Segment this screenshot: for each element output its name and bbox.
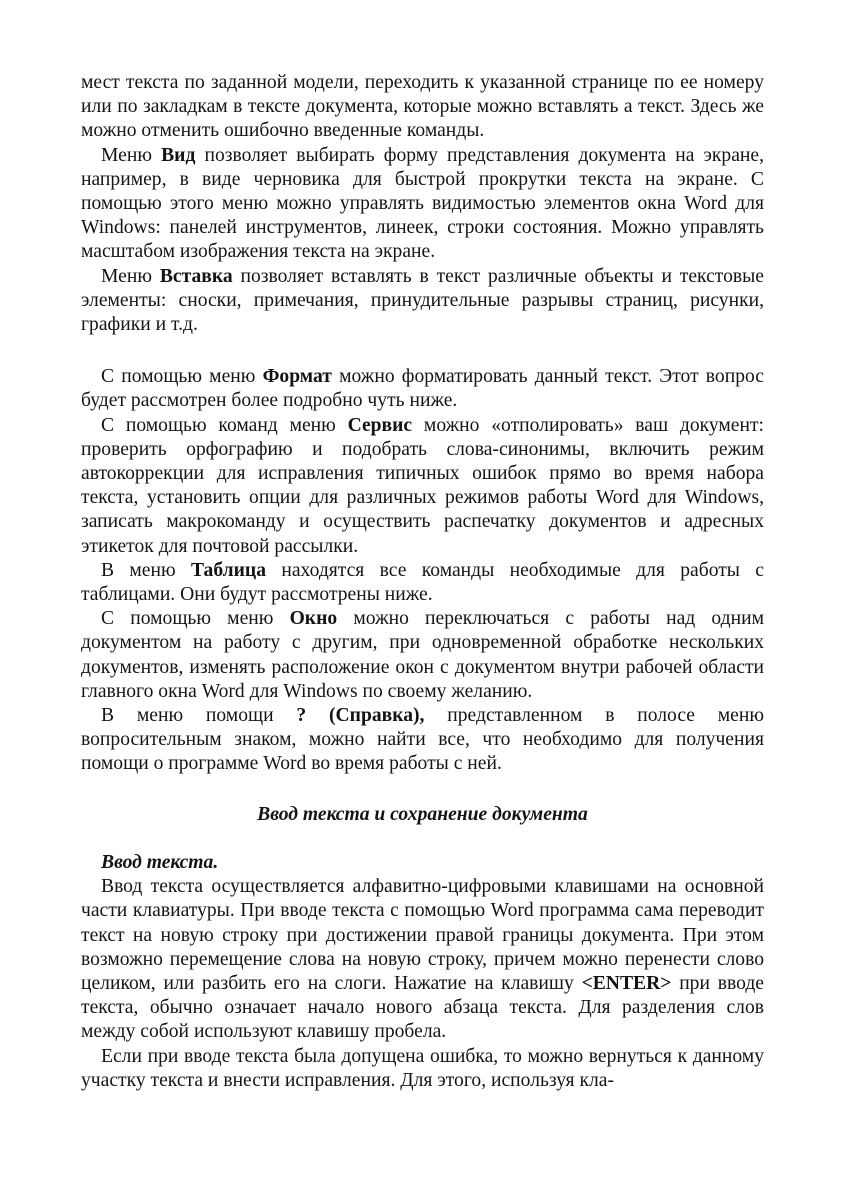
paragraph-text: представленном в полосе меню вопросительным знаком, можно найти все, что необходимо для получения помощи о программе Word во время работы с ней. bbox=[81, 705, 765, 775]
paragraph-text: С помощью команд меню bbox=[101, 414, 348, 436]
paragraph-error-correction bbox=[81, 1045, 764, 1093]
paragraph-text: позволяет выбирать форму представления документа на экране, например, в виде черновика для быстрой прокрутки текста на экране. С помощью этого меню можно управлять видимостью элементов окна Word для Windows: панелей инструментов, линеек, строки состояния. Можно управлять масштабом изображения текста на экране. bbox=[81, 144, 764, 263]
paragraph-text: С помощью меню bbox=[101, 366, 263, 388]
paragraph-view-menu bbox=[81, 144, 764, 265]
paragraph-service-menu bbox=[81, 414, 764, 559]
paragraph-text: В меню помощи bbox=[101, 705, 297, 727]
menu-name-help: ? (Справка), bbox=[296, 705, 425, 727]
paragraph-window-menu bbox=[81, 607, 764, 704]
paragraph-text: Ввод текста осуществляется алфавитно-цифровыми клавишами на основной части клавиатуры. При вводе текста с помощью Word программа сама переводит текст на новую строку при достижении правой границы документа. При этом возможно перемещение слова на новую строку, причем можно перенести слово целиком, или разбить его на слоги. Нажатие на клавишу bbox=[81, 876, 764, 994]
section-heading: Ввод текста и сохранение документа bbox=[257, 803, 588, 825]
paragraph-text-input bbox=[81, 875, 764, 1044]
blank-space bbox=[81, 337, 764, 365]
menu-name-insert: Вставка bbox=[159, 265, 233, 287]
paragraph-text: Меню bbox=[101, 144, 162, 166]
paragraph-help-menu bbox=[81, 704, 764, 777]
paragraph-text: при вводе текста, обычно означает начало нового абзаца текста. Для разделения слов между собой используют клавишу пробела. bbox=[81, 972, 764, 1043]
document-page bbox=[81, 71, 764, 1093]
paragraph-text: находятся все команды необходимые для работы с таблицами. Они будут рассмотрены ниже. bbox=[81, 559, 764, 606]
subsection-heading: Ввод текста. bbox=[101, 851, 219, 873]
paragraph-text: В меню bbox=[101, 559, 191, 581]
paragraph-text: мест текста по заданной модели, переходить к указанной странице по ее номеру или по закладкам в тексте документа, которые можно вставлять а текст. Здесь же можно отменить ошибочно введенные команды. bbox=[81, 72, 764, 142]
menu-name-table: Таблица bbox=[190, 559, 267, 581]
paragraph-table-menu bbox=[81, 559, 764, 607]
paragraph-insert-menu bbox=[81, 265, 764, 338]
paragraph-text: можно «отполировать» ваш документ: проверить орфографию и подобрать слова-синонимы, включить режим автокоррекции для исправления типичных ошибок прямо во время набора текста, установить опции для различных режимов работы Word для Windows, записать макрокоманду и осуществить распечатку документов и адресных этикеток для почтовой рассылки. bbox=[81, 414, 764, 557]
paragraph-text: можно переключаться с работы над одним документом на работу с другим, при одновременной обработке нескольких документов, изменять расположение окон с документом внутри рабочей области главного окна Word для Windows по своему желанию. bbox=[81, 608, 764, 702]
paragraph-text: позволяет вставлять в текст различные объекты и текстовые элементы: сноски, примечания, принудительные разрывы страниц, рисунки, графики и т.д. bbox=[81, 265, 764, 336]
enter-key-label: <ENTER> bbox=[581, 972, 672, 994]
paragraph-text: Меню bbox=[101, 265, 160, 287]
menu-name-format: Формат bbox=[262, 366, 332, 388]
menu-name-window: Окно bbox=[289, 608, 338, 630]
paragraph-text: можно форматировать данный текст. Этот вопрос будет рассмотрен более подробно чуть ниже. bbox=[81, 366, 764, 412]
menu-name-view: Вид bbox=[161, 144, 196, 166]
paragraph-text: С помощью меню bbox=[101, 608, 290, 630]
paragraph-format-menu bbox=[81, 365, 764, 413]
menu-name-service: Сервис bbox=[347, 414, 413, 436]
paragraph-text: Если при вводе текста была допущена ошибка, то можно вернуться к данному участку текста и внести исправления. Для этого, используя кла- bbox=[81, 1045, 764, 1091]
paragraph-edit-menu-end bbox=[81, 71, 764, 144]
